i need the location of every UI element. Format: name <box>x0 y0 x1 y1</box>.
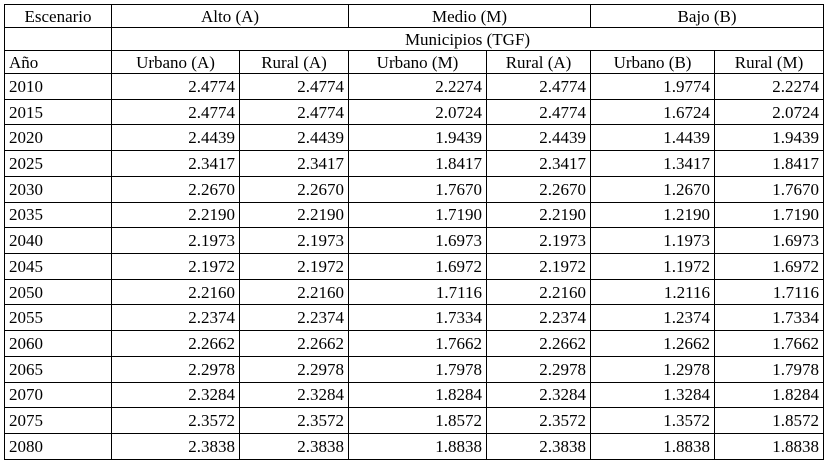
year-cell: 2050 <box>5 279 112 305</box>
value-cell: 2.1972 <box>240 254 349 280</box>
value-cell: 1.1972 <box>591 254 715 280</box>
value-cell: 2.2670 <box>487 176 591 202</box>
year-cell: 2065 <box>5 356 112 382</box>
value-cell: 2.2274 <box>715 74 824 100</box>
value-cell: 2.2190 <box>487 202 591 228</box>
value-cell: 1.8838 <box>349 434 487 460</box>
value-cell: 1.2978 <box>591 356 715 382</box>
value-cell: 1.6973 <box>715 228 824 254</box>
value-cell: 2.4439 <box>240 125 349 151</box>
table-row <box>5 279 824 305</box>
table-row <box>5 305 824 331</box>
table-row <box>5 99 824 125</box>
value-cell: 2.2662 <box>240 331 349 357</box>
value-cell: 2.2374 <box>487 305 591 331</box>
value-cell: 1.6973 <box>349 228 487 254</box>
year-cell: 2055 <box>5 305 112 331</box>
value-cell: 2.2978 <box>112 356 240 382</box>
value-cell: 1.7978 <box>715 356 824 382</box>
value-cell: 2.3838 <box>487 434 591 460</box>
value-cell: 2.4774 <box>240 74 349 100</box>
scenario-high-header: Alto (A) <box>112 5 349 28</box>
value-cell: 2.2160 <box>240 279 349 305</box>
value-cell: 2.3572 <box>112 408 240 434</box>
value-cell: 2.3284 <box>240 382 349 408</box>
value-cell: 1.7190 <box>349 202 487 228</box>
value-cell: 1.7662 <box>349 331 487 357</box>
value-cell: 2.3572 <box>240 408 349 434</box>
year-cell: 2015 <box>5 99 112 125</box>
value-cell: 2.4439 <box>487 125 591 151</box>
value-cell: 1.8572 <box>715 408 824 434</box>
table-row <box>5 74 824 100</box>
table-row <box>5 434 824 460</box>
value-cell: 2.4774 <box>112 99 240 125</box>
year-cell: 2025 <box>5 151 112 177</box>
value-cell: 2.1972 <box>487 254 591 280</box>
column-header: Rural (M) <box>715 51 824 74</box>
empty-corner-cell <box>5 28 112 51</box>
value-cell: 2.2374 <box>240 305 349 331</box>
value-cell: 1.3572 <box>591 408 715 434</box>
value-cell: 2.3417 <box>112 151 240 177</box>
value-cell: 1.8284 <box>715 382 824 408</box>
year-cell: 2020 <box>5 125 112 151</box>
column-header: Urbano (A) <box>112 51 240 74</box>
column-header: Rural (A) <box>240 51 349 74</box>
value-cell: 2.2662 <box>112 331 240 357</box>
table-header <box>5 5 824 74</box>
value-cell: 2.1973 <box>240 228 349 254</box>
table-row <box>5 331 824 357</box>
value-cell: 1.8838 <box>715 434 824 460</box>
value-cell: 2.2274 <box>349 74 487 100</box>
value-cell: 1.1973 <box>591 228 715 254</box>
value-cell: 2.4439 <box>112 125 240 151</box>
value-cell: 1.2662 <box>591 331 715 357</box>
value-cell: 1.7670 <box>349 176 487 202</box>
column-header-row <box>5 51 824 74</box>
year-cell: 2070 <box>5 382 112 408</box>
value-cell: 2.2670 <box>112 176 240 202</box>
value-cell: 1.7670 <box>715 176 824 202</box>
value-cell: 2.0724 <box>349 99 487 125</box>
year-cell: 2075 <box>5 408 112 434</box>
value-cell: 2.3417 <box>240 151 349 177</box>
scenario-header: Escenario <box>5 5 112 28</box>
value-cell: 1.6972 <box>349 254 487 280</box>
year-cell: 2035 <box>5 202 112 228</box>
year-cell: 2030 <box>5 176 112 202</box>
table-row <box>5 125 824 151</box>
value-cell: 1.3284 <box>591 382 715 408</box>
value-cell: 1.2190 <box>591 202 715 228</box>
table-row <box>5 228 824 254</box>
value-cell: 2.4774 <box>240 99 349 125</box>
municipalities-group-header: Municipios (TGF) <box>112 28 824 51</box>
value-cell: 2.4774 <box>487 99 591 125</box>
year-cell: 2045 <box>5 254 112 280</box>
value-cell: 1.3417 <box>591 151 715 177</box>
value-cell: 1.9774 <box>591 74 715 100</box>
table-row <box>5 356 824 382</box>
scenario-header-row <box>5 5 824 28</box>
value-cell: 1.7190 <box>715 202 824 228</box>
group-header-row <box>5 28 824 51</box>
table-body <box>5 74 824 460</box>
column-header: Urbano (B) <box>591 51 715 74</box>
scenario-medium-header: Medio (M) <box>349 5 591 28</box>
value-cell: 1.8284 <box>349 382 487 408</box>
value-cell: 1.8572 <box>349 408 487 434</box>
value-cell: 1.4439 <box>591 125 715 151</box>
value-cell: 2.3838 <box>112 434 240 460</box>
value-cell: 2.4774 <box>487 74 591 100</box>
value-cell: 1.7978 <box>349 356 487 382</box>
table-row <box>5 254 824 280</box>
value-cell: 1.6724 <box>591 99 715 125</box>
value-cell: 2.0724 <box>715 99 824 125</box>
year-cell: 2010 <box>5 74 112 100</box>
table-row <box>5 176 824 202</box>
value-cell: 1.2670 <box>591 176 715 202</box>
value-cell: 2.3284 <box>112 382 240 408</box>
value-cell: 1.6972 <box>715 254 824 280</box>
value-cell: 1.7116 <box>715 279 824 305</box>
year-cell: 2040 <box>5 228 112 254</box>
value-cell: 2.2978 <box>240 356 349 382</box>
value-cell: 2.1973 <box>487 228 591 254</box>
value-cell: 2.2374 <box>112 305 240 331</box>
value-cell: 1.7334 <box>715 305 824 331</box>
table-row <box>5 408 824 434</box>
value-cell: 1.8838 <box>591 434 715 460</box>
year-header: Año <box>5 51 112 74</box>
value-cell: 1.2116 <box>591 279 715 305</box>
table-row <box>5 151 824 177</box>
year-cell: 2060 <box>5 331 112 357</box>
value-cell: 1.9439 <box>349 125 487 151</box>
table-row <box>5 382 824 408</box>
value-cell: 1.8417 <box>715 151 824 177</box>
column-header: Urbano (M) <box>349 51 487 74</box>
value-cell: 2.3572 <box>487 408 591 434</box>
value-cell: 2.2160 <box>487 279 591 305</box>
column-header: Rural (A) <box>487 51 591 74</box>
value-cell: 2.2662 <box>487 331 591 357</box>
value-cell: 1.2374 <box>591 305 715 331</box>
value-cell: 1.9439 <box>715 125 824 151</box>
value-cell: 2.3284 <box>487 382 591 408</box>
value-cell: 2.2190 <box>240 202 349 228</box>
value-cell: 2.2670 <box>240 176 349 202</box>
table-row <box>5 202 824 228</box>
scenario-low-header: Bajo (B) <box>591 5 824 28</box>
value-cell: 2.2160 <box>112 279 240 305</box>
value-cell: 1.7334 <box>349 305 487 331</box>
value-cell: 2.3838 <box>240 434 349 460</box>
value-cell: 2.1972 <box>112 254 240 280</box>
value-cell: 1.7662 <box>715 331 824 357</box>
value-cell: 2.2190 <box>112 202 240 228</box>
year-cell: 2080 <box>5 434 112 460</box>
value-cell: 2.4774 <box>112 74 240 100</box>
fertility-scenarios-table <box>4 4 824 460</box>
value-cell: 1.7116 <box>349 279 487 305</box>
value-cell: 2.2978 <box>487 356 591 382</box>
value-cell: 2.3417 <box>487 151 591 177</box>
value-cell: 1.8417 <box>349 151 487 177</box>
value-cell: 2.1973 <box>112 228 240 254</box>
